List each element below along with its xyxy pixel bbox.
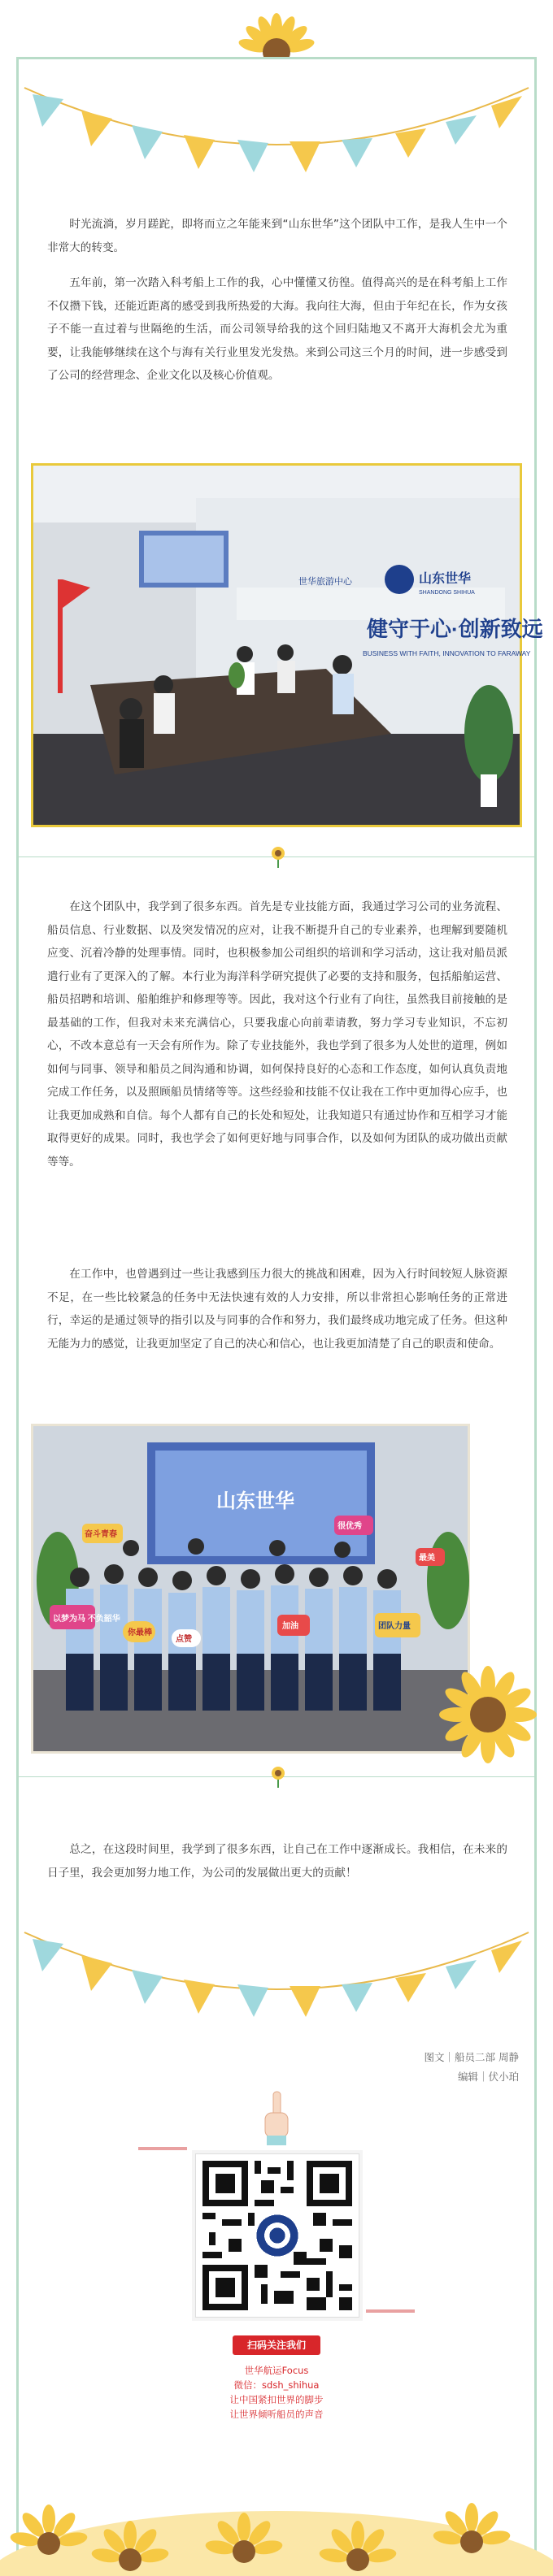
credit-author: 图文｜船员二部 周静 [424, 2051, 519, 2063]
photo-team-group [31, 1424, 470, 1754]
qr-decor-right [366, 2309, 415, 2313]
sign-3: 加油 [282, 1622, 298, 1631]
slogan-line-2: 让世界倾听船员的声音 [229, 2409, 324, 2420]
sunflower-corner-icon [431, 1658, 537, 1763]
sign-1: 以梦为马 不负韶华 [53, 1615, 120, 1624]
wall-logo-center: 世华旅游中心 [298, 577, 352, 587]
qr-code[interactable] [195, 2153, 359, 2318]
article-credits [425, 2048, 519, 2087]
account-wechat-id: 微信：sdsh_shihua [233, 2379, 320, 2391]
pointing-hand-icon [259, 2090, 294, 2147]
paragraph-intro: 时光流淌，岁月蹉跎，即将而立之年能来到“山东世华”这个团队中工作，是我人生中一个非常大的转变。 [47, 218, 507, 254]
bunting-bottom-decoration [24, 1908, 529, 2030]
wall-slogan: 健守于心·创新致远 [367, 617, 543, 641]
screen-text: 山东世华 [216, 1490, 294, 1512]
sign-5: 奋斗青春 [85, 1530, 117, 1539]
team-group-image [33, 1426, 468, 1751]
company-logo-icon [385, 565, 414, 594]
qr-decor-left [138, 2147, 187, 2150]
sunflower-bottom-decoration [16, 2446, 537, 2576]
paragraph-background: 五年前，第一次踏入科考船上工作的我，心中懂懂又彷徨。值得高兴的是在科考船上工作不仅攒下钱，还能近距离的感受到我所热爱的大海。我向往大海，但由于年纪在长，作为女孩子不能一直过着与世隔绝的生活，而公司领导给我的这个回归陆地又不离开大海机会尤为重要，让我能够继续在这个与海有关行业里发光发热。来到公司这三个月的时间，进一步感受到了公司的经营理念、企业文化以及核心价值观。 [47, 276, 507, 382]
wall-slogan-en: BUSINESS WITH FAITH, INNOVATION TO FARAWAY [363, 649, 531, 657]
qr-code-icon [196, 2154, 359, 2317]
small-flower-icon [268, 845, 288, 870]
paragraph-conclusion: 总之，在这段时间里，我学到了很多东西，让自己在工作中逐渐成长。我相信，在未来的日子里，我会更加努力地工作，为公司的发展做出更大的贡献！ [47, 1843, 507, 1880]
sign-4: 团队力量 [378, 1622, 411, 1631]
photo-meeting-room [31, 463, 543, 827]
sign-7: 很优秀 [337, 1522, 362, 1531]
paragraph-learning: 在这个团队中，我学到了很多东西。首先是专业技能方面，我通过学习公司的业务流程、船员信息、行业数据、以及突发情况的应对，让我不断提升自己的专业素养，也理解到要随机应变、沉着冷静的处理事情。同时，也积极参加公司组织的培训和学习活动，这让我对船员派遣行业有了更深入的了解。本行业为海洋科学研究提供了必要的支持和服务，包括船舶运营、船员招聘和培训、船舶维护和修理等等。因此，我对这个行业有了向往，虽然我目前接触的是最基础的工作，但我对未来充满信心，只要我虚心向前辈请教，努力学习专业知识，不忘初心，不改本意总有一天会有所作为。除了专业技能外，我也学到了很多为人处世的道理，例如如何与同事、领导和船员之间沟通和协调，如何保持良好的心态和工作态度，如何认真负责地完成工作任务，以及照顾船员情绪等等。这些经验和技能不仅让我在工作中更加得心应手，也让我更加成熟和自信。每个人都有自己的长处和短处，让我知道只有通过协作和互相学习才能取得更好的成果。同时，我也学会了如何更好地与同事合作，以及如何为团队的成功做出贡献等等。 [47, 900, 507, 1169]
sunflower-top-icon [236, 15, 317, 63]
account-name: 世华航运Focus [244, 2365, 309, 2376]
section-divider-2 [16, 1765, 537, 1789]
sign-8: 最美 [419, 1554, 435, 1563]
paragraph-challenges: 在工作中，也曾遇到过一些让我感到压力很大的挑战和困难，因为入行时间较短人脉资源不足，在一些比较紧急的任务中无法快速有效的人力安排，所以非常担心影响任务的正常进行，幸运的是通过领导的指引以及与同事的合作和努力，我们最终成功地完成了任务。但这种无能为力的感觉，让我更加坚定了自己的决心和信心，也让我更加清楚了自己的职责和使命。 [47, 1268, 507, 1351]
sign-6: 点赞 [176, 1635, 192, 1644]
wall-logo-text: 山东世华 [419, 572, 472, 586]
card-top-border [16, 57, 537, 59]
small-flower-icon [268, 1765, 288, 1789]
scan-follow-label: 扫码关注我们 [233, 2335, 320, 2355]
meeting-room-image [33, 466, 543, 825]
bunting-top-decoration [24, 63, 529, 185]
section-divider-1 [16, 845, 537, 870]
credit-editor: 编辑｜伏小珀 [457, 2071, 519, 2083]
sign-2: 你最棒 [128, 1628, 152, 1637]
slogan-line-1: 让中国紧扣世界的脚步 [229, 2394, 324, 2405]
wall-logo-sub: SHANDONG SHIHUA [419, 590, 475, 596]
